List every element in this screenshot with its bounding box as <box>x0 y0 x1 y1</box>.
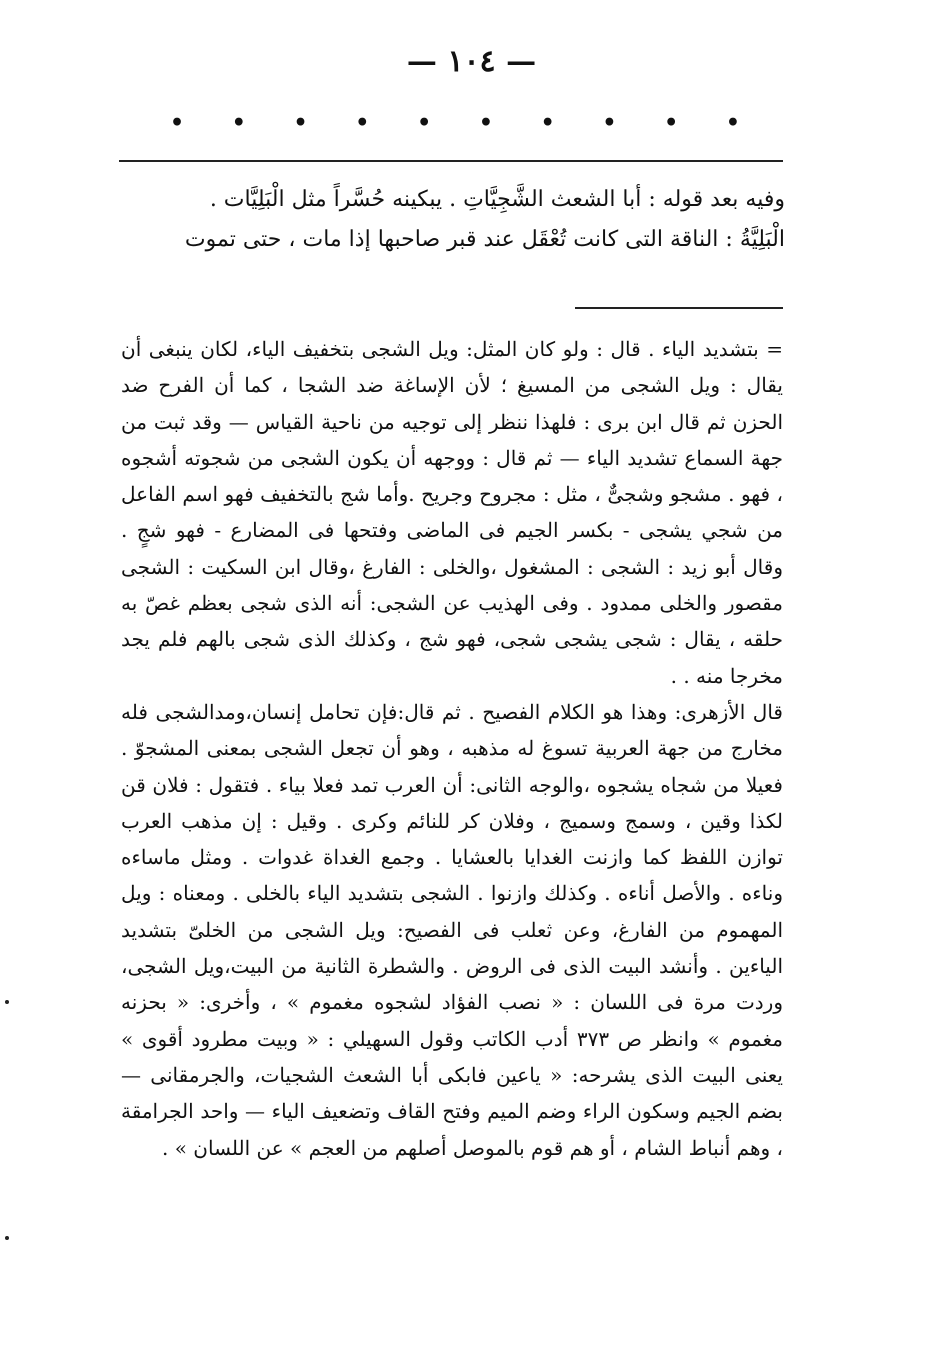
scan-edge-mark <box>5 1236 9 1240</box>
page-number: — ١٠٤ — <box>406 44 537 79</box>
separator-dot: • <box>725 110 740 136</box>
separator-dot: • <box>664 110 679 136</box>
separator-dots <box>170 110 740 136</box>
separator-dot: • <box>231 110 246 136</box>
footnote-paragraph: قال الأزهرى: وهذا هو الكلام الفصيح . ثم قال:فإن تحامل إنسان،ومدالشجى فله مخارج من جهة العربية تسوغ له مذهبه ، وهو أن تجعل الشجى بمعنى المشجوّ . فعيلا من شجاه يشجوه ،والوجه الثانى: أن العرب تمد فعلا بياء . فتقول : فلان قن لكذا وقين ، وسمج وسميج ، وفلان كر للنائم وكرى . وقيل : إن مذهب العرب توازن اللفظ كما وازنت الغدايا بالعشايا . وجمع الغداة غدوات . ومثل ماساءه وناءه . والأصل أناءه . وكذلك وازنوا . الشجى بتشديد الياء بالخلى . ومعناه : ويل المهموم من الفارغ، وعن ثعلب فى الفصيح: ويل الشجى من الخلىّ بتشديد الياءين . وأنشد البيت الذى فى الروض . والشطرة الثانية من البيت،ويل الشجى، وردت مرة فى اللسان : « نصب الفؤاد لشجوه مغموم » ، وأخرى: « بحزنه مغموم » وانظر ص ٣٧٣ أدب الكاتب وقول السهيلي : « وبيت مطرود أقوى » يعنى البيت الذى يشرحه: « ياعين فابكى أبا الشعث الشجيات، والجرمقانى — بضم الجيم وسكون الراء وضم الميم وفتح القاف وتضعيف الياء — واحد الجرامقة ، وهم أنباط الشام ، أو هم قوم بالموصل أصلهم من العجم » عن اللسان » . <box>121 699 783 1160</box>
footnotes <box>121 331 783 1166</box>
main-paragraph: الْبَلِيَّةُ : الناقة التى كانت تُعْقَل عند قبر صاحبها إذا مات ، حتى تموت <box>184 227 785 252</box>
main-text <box>125 180 785 260</box>
footnote-divider <box>575 307 783 309</box>
top-divider <box>119 160 783 162</box>
separator-dot: • <box>417 110 432 136</box>
separator-dot: • <box>293 110 308 136</box>
separator-dot: • <box>478 110 493 136</box>
main-paragraph: وفيه بعد قوله : أبا الشعث الشَّجِيَّاتِ . يبكينه حُسَّراً مثل الْبَلِيَّات . <box>209 187 785 212</box>
separator-dot: • <box>602 110 617 136</box>
footnote-paragraph: = بتشديد الياء . قال : ولو كان المثل: ويل الشجى بتخفيف الياء، لكان ينبغى أن يقال : ويل الشجى من المسيغ ؛ لأن الإساغة ضد الشجا ، كما أن الفرح ضد الحزن ثم قال ابن برى : فلهذا ننظر إلى توجيه من ناحية القياس — وقد ثبت من جهة السماع تشديد الياء — ثم قال : ووجهه أن يكون الشجى من شجوته أشجوه ، فهو . مشجو وشجىٌّ ، مثل : مجروح وجريح .وأما شج بالتخفيف فهو اسم الفاعل من شجي يشجى - بكسر الجيم فى الماضى وفتحها فى المضارع - فهو شجٍ . وقال أبو زيد : الشجى : المشغول ،والخلى : الفارغ ،وقال ابن السكيت : الشجى مقصور والخلى ممدود . وفى الهذيب عن الشجى: أنه الذى شجى بعظم غصّ به حلقه ، يقال : شجى يشجى شجى، فهو شج ، وكذلك الذى شجى بالهم فلم يجد مخرجا منه . . <box>121 337 783 688</box>
separator-dot: • <box>355 110 370 136</box>
scan-edge-mark <box>5 1000 9 1004</box>
separator-dot: • <box>540 110 555 136</box>
separator-dot: • <box>170 110 185 136</box>
